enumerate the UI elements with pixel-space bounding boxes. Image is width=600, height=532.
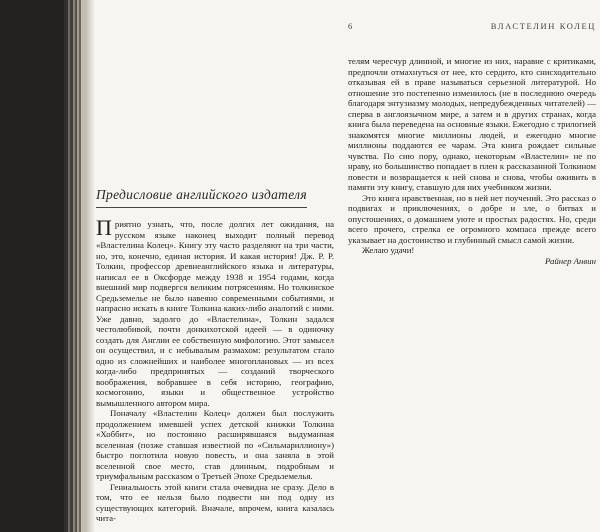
page-number: 6 bbox=[348, 21, 354, 31]
right-page-column bbox=[348, 56, 596, 266]
running-header bbox=[348, 21, 596, 31]
paragraph: Гениальность этой книги стала очевидна не сразу. Дело в том, что ее нельзя было подвести ни под одну из существующих категорий. Вначале, впрочем, книга казалась чита- bbox=[96, 481, 334, 523]
paragraph bbox=[96, 215, 334, 408]
left-page-column bbox=[96, 186, 334, 524]
signature: Райнер Анвин bbox=[544, 255, 596, 266]
book-spine-page-edges bbox=[0, 0, 86, 532]
paragraph: Желаю удачи! bbox=[362, 245, 415, 255]
drop-cap: П bbox=[96, 215, 112, 240]
running-title: ВЛАСТЕЛИН КОЛЕЦ bbox=[490, 21, 596, 31]
open-book-pages bbox=[86, 0, 600, 532]
paragraph: телям чересчур длинной, и многие из них, наравне с критиками, предпочли отмахнуться от нее, кто сердито, кто снисходительно отказывая ей в праве называться серьезной литературой. Но отношение это постепенно изменилось (не в последнюю очередь благодаря энтузиазму молодых, непредубежденных читателей) — сперва в англоязычном мире, а затем и в других странах, когда книга была переведена на основные языки. Ежегодно с трилогией знакомятся многие миллионы людей, и ежегодно многие миллионы поддаются ее чарам. Эта книга рождает сильные чувства. По сию пору, однако, некоторым «Властелин» не по нраву, но большинство попадает в плен к рассказанной Толкином повести и возвращается к ней снова и снова, чтобы оживить в памяти эту книгу, ставшую для них учебником жизни. bbox=[348, 56, 596, 192]
chapter-title: Предисловие английского издателя bbox=[96, 187, 307, 208]
paragraph: Это книга нравственная, но в ней нет поучений. Это рассказ о подвигах и приключениях, о добре и зле, о битвах и опустошениях, о домашнем уюте и простых радостях. Но, среди всего прочего, стрелка ее огромного компаса прежде всего указывает на достоинство и глубинный смысл самой жизни. bbox=[348, 192, 596, 245]
paragraph-text: риятно узнать, что, после долгих лет ожидания, на русском языке наконец выходит полный перевод «Властелина Колец». Книгу эту часто разделяют на три части, но, это, конечно, единая история. И какая история! Дж. Р. Р. Толкин, профессор древнеанглийского языка и литературы, написал ее в Оксфорде между 1938 и 1954 годами, когда внешний мир подвергся великим потрясениям. Но толкинское Средьземелье не было навеяно современными событиями, и напрасно искать в книге Толкина каких-либо аналогий с ними. Уже давно, задолго до «Властелина», Толкин задался честолюбивой, почти донкихотской идеей — в одиночку создать для Англии ее собственную мифологию. Этот замысел он осуществил, и с небывалым размахом: результатом стало одно из сложнейших и наиболее многоплановых — из всех когда-либо предпринятых — созданий творческого воображения, вобравшее в себя историю, географию, космогонию, языки и общественное устройство вымышленного автором мира. bbox=[96, 219, 334, 408]
page-edge-shadow bbox=[86, 0, 95, 532]
paragraph: Поначалу «Властелин Колец» должен был послужить продолжением имевшей успех детской книжки Толкина «Хоббит», но постоянно расширявшаяся выдуманная вселенная (позже ставшая известной по «Сильмариллиону») быстро поглотила новую повесть, и она заняла в этой вселенной свое место, став длинным, подробным и триумфальным рассказом о Третьей Эпохе Средьземелья. bbox=[96, 408, 334, 481]
